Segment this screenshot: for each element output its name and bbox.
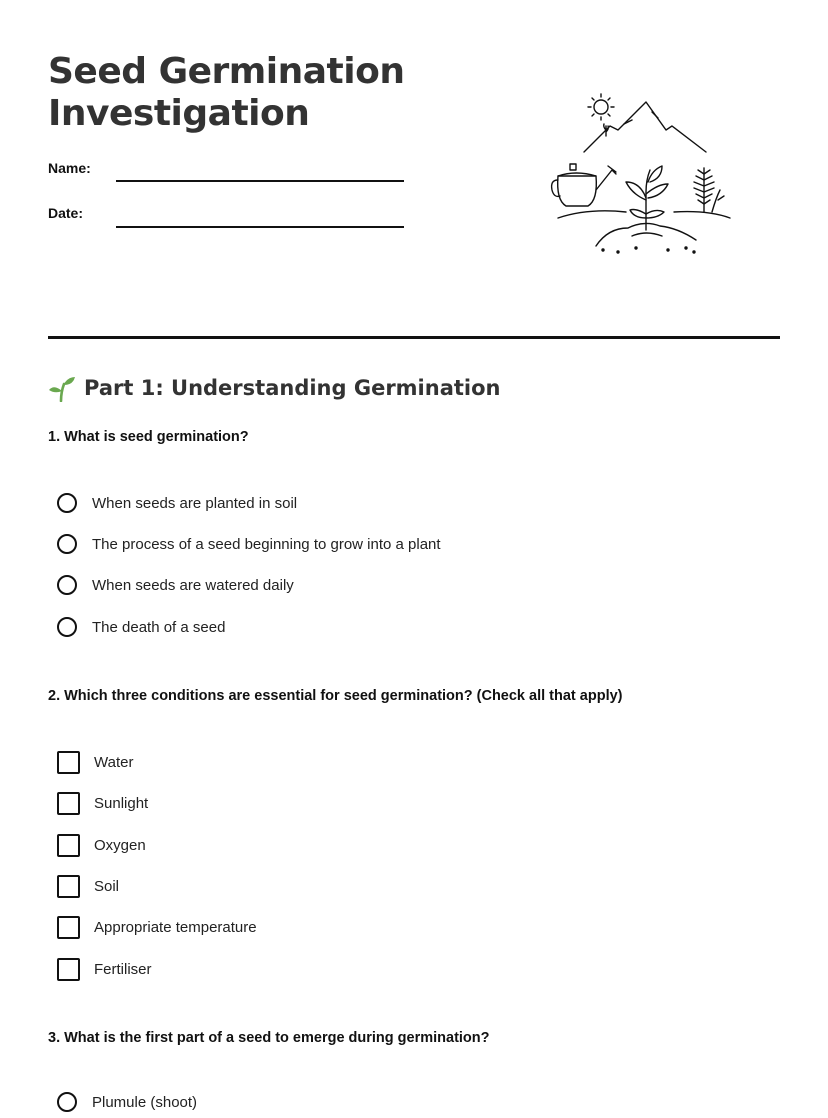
worksheet-title [48, 51, 404, 135]
q2-option[interactable] [57, 790, 148, 816]
part1-header [48, 374, 501, 402]
q2-option[interactable] [57, 749, 133, 775]
garden-landscape-illustration [548, 90, 738, 260]
option-label: The death of a seed [92, 618, 226, 636]
option-label: Sunlight [94, 794, 149, 812]
radio-button[interactable] [57, 575, 77, 595]
option-label: Appropriate temperature [94, 918, 257, 936]
q2-option[interactable] [57, 832, 146, 858]
radio-button[interactable] [57, 1092, 77, 1112]
q1-option[interactable] [57, 490, 297, 516]
name-field[interactable] [116, 180, 404, 182]
option-label: Fertiliser [94, 960, 152, 978]
option-label: Water [94, 753, 134, 771]
q1-option[interactable] [57, 614, 225, 640]
question-2: 2. Which three conditions are essential for seed germination? (Check all that apply) [48, 688, 623, 704]
title-line-1: Seed Germination [48, 51, 405, 92]
option-label: When seeds are planted in soil [92, 494, 298, 512]
question-3: 3. What is the first part of a seed to emerge during germination? [48, 1030, 490, 1046]
section-divider [48, 336, 780, 339]
name-label: Name: [48, 160, 91, 176]
option-label: Oxygen [94, 836, 146, 854]
title-line-2: Investigation [48, 93, 310, 134]
option-label: Plumule (shoot) [92, 1093, 198, 1111]
date-label: Date: [48, 205, 84, 221]
checkbox[interactable] [57, 875, 80, 898]
checkbox[interactable] [57, 834, 80, 857]
question-1: 1. What is seed germination? [48, 429, 249, 445]
radio-button[interactable] [57, 493, 77, 513]
q2-option[interactable] [57, 956, 152, 982]
date-field[interactable] [116, 226, 404, 228]
radio-button[interactable] [57, 534, 77, 554]
checkbox[interactable] [57, 792, 80, 815]
radio-button[interactable] [57, 617, 77, 637]
option-label: The process of a seed beginning to grow into a plant [92, 535, 441, 553]
checkbox[interactable] [57, 916, 80, 939]
q1-option[interactable] [57, 572, 294, 598]
checkbox[interactable] [57, 751, 80, 774]
checkbox[interactable] [57, 958, 80, 981]
q3-option[interactable] [57, 1089, 197, 1115]
sprout-icon [48, 374, 76, 402]
option-label: When seeds are watered daily [92, 576, 294, 594]
q1-option[interactable] [57, 531, 441, 557]
q2-option[interactable] [57, 873, 119, 899]
option-label: Soil [94, 877, 120, 895]
section-title: Part 1: Understanding Germination [84, 376, 501, 400]
q2-option[interactable] [57, 914, 257, 940]
